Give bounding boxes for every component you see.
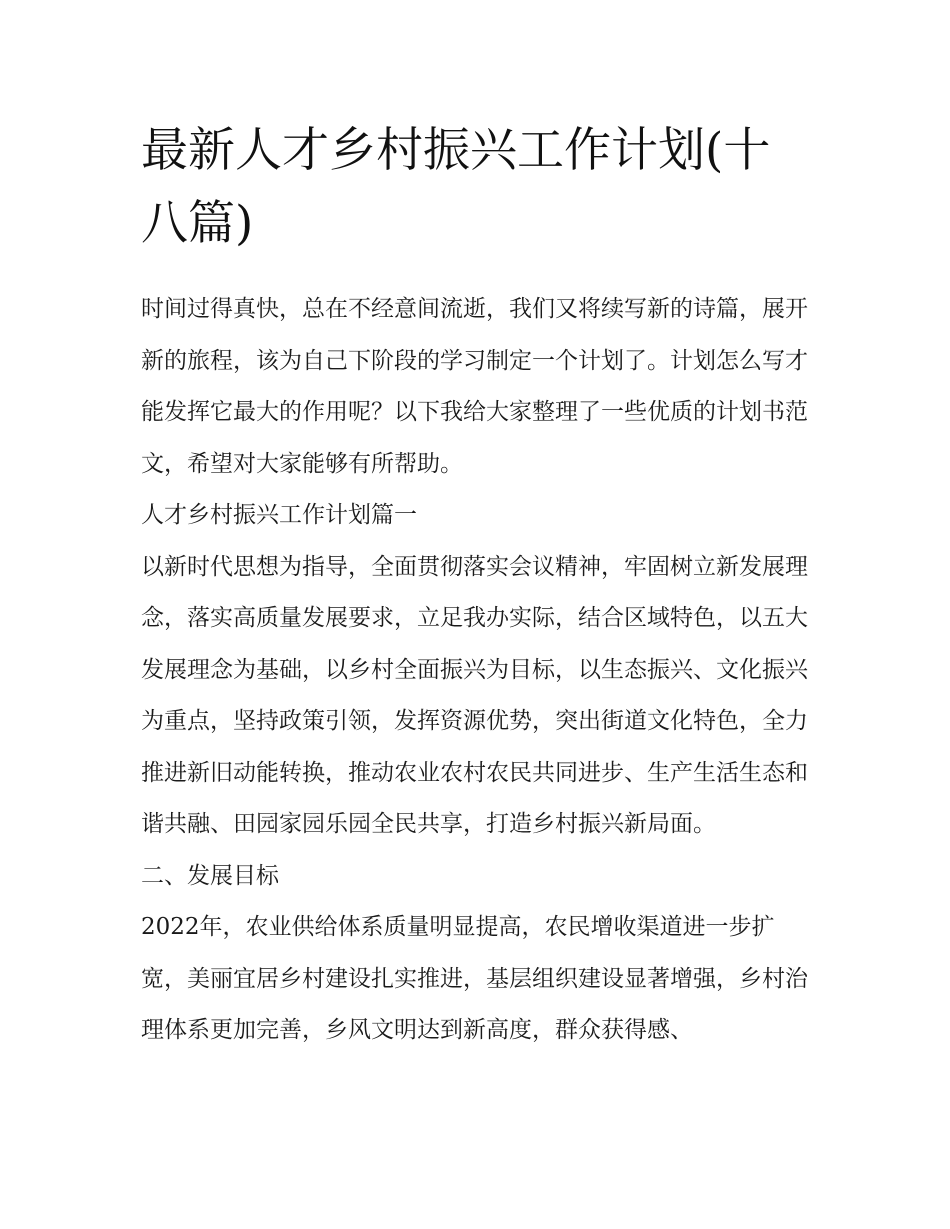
section-heading-plan-one: 人才乡村振兴工作计划篇一 xyxy=(141,502,417,528)
document-content xyxy=(141,114,813,1057)
section-heading-development-goals: 二、发展目标 xyxy=(141,862,279,889)
section-one-paragraph: 以新时代思想为指导，全面贯彻落实会议精神，牢固树立新发展理念，落实高质量发展要求，立足我办实际，结合区域特色，以五大发展理念为基础，以乡村全面振兴为目标，以生态振兴、文化振兴为重点，坚持政策引领，发挥资源优势，突出街道文化特色，全力推进新旧动能转换，推动农业农村农民共同进步、生产生活生态和谐共融、田园家园乐园全民共享，打造乡村振兴新局面。 xyxy=(141,553,808,837)
intro-paragraph: 时间过得真快，总在不经意间流逝，我们又将续写新的诗篇，展开新的旅程，该为自己下阶段的学习制定一个计划了。计划怎么写才能发挥它最大的作用呢？以下我给大家整理了一些优质的计划书范文，希望对大家能够有所帮助。 xyxy=(141,296,808,477)
section-two-paragraph: 2022年，农业供给体系质量明显提高，农民增收渠道进一步扩宽，美丽宜居乡村建设扎实推进，基层组织建设显著增强，乡村治理体系更加完善，乡风文明达到新高度，群众获得感、 xyxy=(141,914,808,1043)
document-title: 最新人才乡村振兴工作计划(十八篇) xyxy=(141,123,771,251)
